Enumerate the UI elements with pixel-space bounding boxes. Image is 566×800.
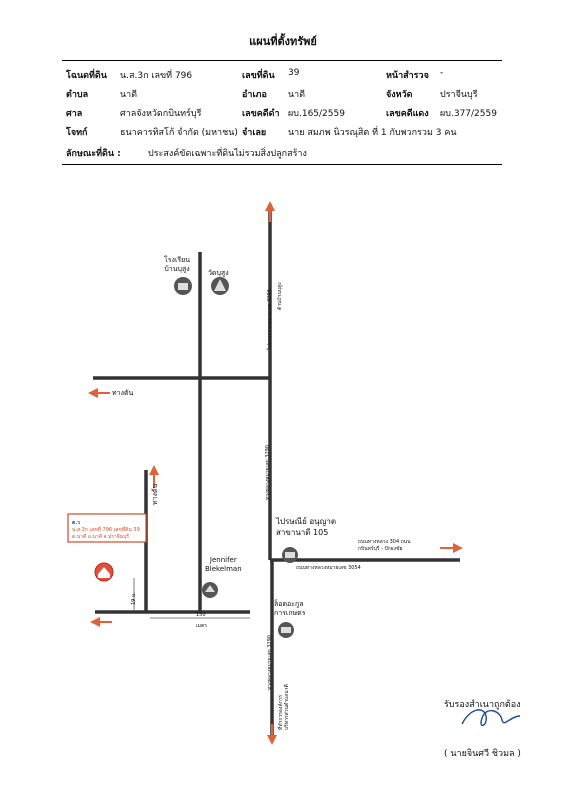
- road-304-label-a: ถนนทางหลวง 304 ถนน: [358, 539, 411, 545]
- label-plaintiff: โจทก์: [66, 128, 88, 138]
- value-survey-page: -: [440, 68, 444, 78]
- west-dead-end-label: ทางตัน: [112, 389, 134, 397]
- temple-label: วัดบุสูง: [208, 269, 229, 277]
- label-subdistrict: ตำบล: [66, 90, 89, 100]
- label-defendant: จำเลย: [242, 128, 267, 138]
- label-red-case: เลขคดีแดง: [386, 109, 429, 119]
- distance-bottom-unit: เมตร: [196, 623, 207, 629]
- label-land-type: ลักษณะที่ดิน :: [66, 149, 121, 159]
- page-title: แผนที่ตั้งทรัพย์: [249, 35, 317, 48]
- parcel-location-label: ต.นาดี อ.นาดี จ.ปราจีนบุรี: [72, 534, 129, 540]
- post-office-label: ไปรษณีย์ อนุญาต สาขานาดี 105: [276, 517, 337, 537]
- certifier-name: ( นายจินศวี ชิวมล ): [444, 749, 521, 759]
- distance-north-label: 19 ม.: [131, 592, 137, 605]
- label-survey-page: หน้าสำรวจ: [386, 71, 429, 81]
- value-land-no: 39: [288, 68, 300, 78]
- school-label: โรงเรียน บ้านบุสูง: [164, 256, 190, 273]
- label-land-no: เลขที่ดิน: [242, 71, 275, 81]
- road-3290-south-label: ทางหลวงหมายเลข 3290: [267, 635, 273, 690]
- road-3054-label: ถนนทางหลวงหมายเลข 3054: [296, 565, 361, 571]
- value-province: ปราจีนบุรี: [440, 90, 478, 100]
- road-3290-mid-label: ทางหลวงหมายเลข 3290: [265, 445, 271, 500]
- parcel-deed-label: น.ส.3ก เลขที่ 796 เลขที่ดิน 39: [72, 527, 140, 533]
- label-deed: โฉนดที่ดิน: [66, 71, 107, 81]
- north-dead-end-label: ทางตัน: [151, 483, 159, 505]
- signature: [462, 710, 520, 726]
- certification-text: รับรองสำเนาถูกต้อง: [444, 700, 521, 710]
- label-black-case: เลขคดีดำ: [242, 109, 280, 119]
- parcel-badge: ต.ว: [72, 520, 80, 526]
- road-3290-north-label: ไปทางหลวงหมายเลข 3290: [267, 289, 273, 350]
- label-court: ศาล: [66, 109, 83, 119]
- value-subdistrict: นาดี: [120, 90, 138, 100]
- road-3290-south-dest: ที่ทำการองค์การ บริหารส่วนตำบลนาดี: [278, 684, 290, 730]
- value-land-type: ประสงค์ขัดเฉพาะที่ดินไม่รวมสิ่งปลูกสร้าง: [148, 149, 307, 159]
- value-red-case: ผบ.377/2559: [440, 109, 497, 119]
- jennifer-label: Jennifer Blekelman: [205, 556, 242, 573]
- label-district: อำเภอ: [242, 90, 267, 100]
- value-district: นาดี: [288, 90, 306, 100]
- label-province: จังหวัด: [386, 90, 413, 100]
- shop-label: ล็อตอะกูล การเกษตร: [274, 600, 306, 617]
- value-plaintiff: ธนาคารทิสโก้ จำกัด (มหาชน): [120, 128, 238, 138]
- value-defendant: นาย สมภพ นิวรณุสิต ที่ 1 กับพวกรวม 3 คน: [288, 128, 457, 138]
- value-deed: น.ส.3ก เลขที่ 796: [120, 71, 193, 81]
- road-3290-north-dest: ด้านบ้านบุสูง: [277, 282, 283, 310]
- value-court: ศาลจังหวัดกบินทร์บุรี: [120, 109, 202, 119]
- distance-bottom-value: 150: [196, 612, 206, 618]
- value-black-case: ผบ.165/2559: [288, 109, 345, 119]
- road-304-label-b: กบินทร์บุรี - ปักธงชัย: [358, 546, 403, 552]
